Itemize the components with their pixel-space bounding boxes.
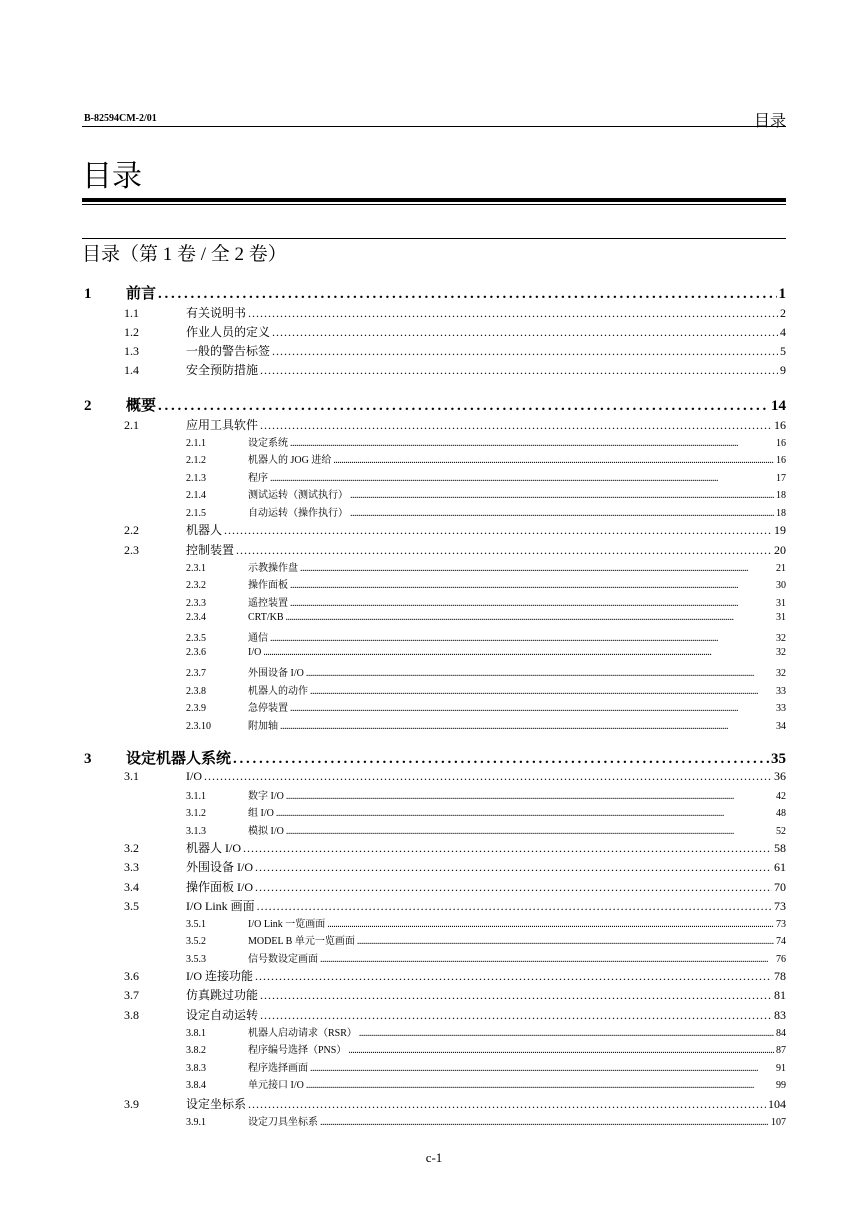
toc-entry[interactable] <box>0 747 786 768</box>
toc-entry-page: 91 <box>776 1063 786 1074</box>
toc-entry[interactable] <box>0 323 786 340</box>
toc-entry-label: I/O Link 画面 <box>186 899 255 913</box>
toc-entry[interactable] <box>0 1059 786 1074</box>
toc-dot-leader <box>272 344 778 359</box>
toc-entry-label: 程序 <box>248 473 268 484</box>
toc-entry-label: MODEL B 单元一览画面 <box>248 936 355 947</box>
toc-entry[interactable] <box>0 304 786 321</box>
toc-dot-leader <box>310 1063 774 1074</box>
toc-dot-leader <box>260 1008 772 1023</box>
toc-entry[interactable] <box>0 1095 786 1112</box>
toc-dot-leader <box>348 1045 774 1056</box>
toc-entry-page: 33 <box>776 686 786 697</box>
toc-dot-leader <box>243 841 772 856</box>
toc-entry-label: 有关说明书 <box>186 306 247 320</box>
toc-entry-page: 73 <box>774 899 786 913</box>
toc-entry[interactable] <box>0 717 786 732</box>
toc-entry-number: 2.3.3 <box>186 598 206 609</box>
toc-entry-page: 20 <box>774 543 786 557</box>
toc-dot-leader <box>290 580 774 591</box>
toc-entry[interactable] <box>0 342 786 359</box>
toc-entry-number: 2.1.2 <box>186 455 206 466</box>
toc-dot-leader <box>270 633 774 644</box>
toc-entry-label: 通信 <box>248 633 268 644</box>
toc-entry-label: 示教操作盘 <box>248 563 298 574</box>
header-section-title: 目录 <box>753 113 786 130</box>
toc-entry[interactable] <box>0 986 786 1003</box>
toc-entry-number: 3.5 <box>124 899 139 913</box>
toc-entry-label: 数字 I/O <box>248 791 284 802</box>
toc-entry-page: 14 <box>771 398 786 414</box>
toc-entry-label: 机器人 I/O <box>186 841 241 855</box>
toc-entry[interactable] <box>0 594 786 609</box>
toc-entry-label: 安全预防措施 <box>186 363 259 377</box>
volume-title: 目录（第 1 卷 / 全 2 卷） <box>82 244 287 265</box>
toc-entry-number: 2.3 <box>124 543 139 557</box>
toc-entry-label: 外围设备 I/O <box>186 860 253 874</box>
toc-dot-leader <box>290 703 774 714</box>
toc-entry[interactable] <box>0 769 786 784</box>
toc-entry-number: 1.2 <box>124 325 139 339</box>
toc-entry[interactable] <box>0 915 786 930</box>
toc-entry-page: 52 <box>776 826 786 837</box>
toc-dot-leader <box>333 455 774 466</box>
toc-entry-number: 3 <box>84 751 92 767</box>
toc-entry[interactable] <box>0 787 786 802</box>
toc-entry-number: 3.1.1 <box>186 791 206 802</box>
toc-entry[interactable] <box>0 699 786 714</box>
toc-entry[interactable] <box>0 1024 786 1039</box>
toc-entry-label: 自动运转（操作执行） <box>248 508 348 519</box>
toc-entry-page: 1 <box>778 286 786 302</box>
toc-entry-number: 3.8.2 <box>186 1045 206 1056</box>
toc-entry-number: 3.4 <box>124 880 139 894</box>
document-code: B-82594CM-2/01 <box>84 113 157 124</box>
toc-entry-number: 2.3.6 <box>186 647 206 658</box>
toc-entry-number: 2.3.1 <box>186 563 206 574</box>
toc-dot-leader <box>260 363 778 378</box>
toc-entry-number: 2.1.3 <box>186 473 206 484</box>
toc-entry[interactable] <box>0 858 786 875</box>
toc-entry-number: 3.8.4 <box>186 1080 206 1091</box>
toc-entry-page: 4 <box>780 325 786 339</box>
toc-entry[interactable] <box>0 451 786 466</box>
toc-entry-number: 2.3.10 <box>186 721 211 732</box>
toc-entry-label: 操作面板 I/O <box>186 880 253 894</box>
title-rule-thin <box>82 204 786 205</box>
toc-entry-page: 18 <box>776 490 786 501</box>
toc-dot-leader <box>263 647 774 658</box>
toc-entry-number: 3.9.1 <box>186 1117 206 1128</box>
toc-entry[interactable] <box>0 950 786 965</box>
toc-entry[interactable] <box>0 664 786 679</box>
toc-entry-number: 2.3.7 <box>186 668 206 679</box>
toc-entry-number: 1.3 <box>124 344 139 358</box>
toc-entry-label: 单元接口 I/O <box>248 1080 304 1091</box>
toc-entry[interactable] <box>0 1076 786 1091</box>
toc-dot-leader <box>260 988 772 1003</box>
toc-entry-page: 9 <box>780 363 786 377</box>
toc-entry-page: 36 <box>774 769 786 783</box>
toc-entry-page: 58 <box>774 841 786 855</box>
toc-dot-leader <box>158 286 776 303</box>
toc-dot-leader <box>320 954 774 965</box>
toc-dot-leader <box>233 751 769 768</box>
toc-entry-page: 18 <box>776 508 786 519</box>
page-title: 目录 <box>82 160 142 193</box>
toc-entry-page: 34 <box>776 721 786 732</box>
toc-entry-page: 33 <box>776 703 786 714</box>
toc-entry-page: 74 <box>776 936 786 947</box>
toc-entry-number: 2.3.5 <box>186 633 206 644</box>
toc-entry-page: 70 <box>774 880 786 894</box>
toc-entry-page: 84 <box>776 1028 786 1039</box>
toc-dot-leader <box>236 543 772 558</box>
toc-entry[interactable] <box>0 967 786 984</box>
toc-entry-number: 2.3.4 <box>186 612 206 623</box>
toc-entry-number: 3.1.3 <box>186 826 206 837</box>
toc-entry-page: 107 <box>771 1117 786 1128</box>
toc-entry[interactable] <box>0 504 786 519</box>
toc-entry[interactable] <box>0 541 786 558</box>
toc-entry-page: 17 <box>776 473 786 484</box>
toc-entry-page: 31 <box>776 612 786 623</box>
toc-entry-page: 73 <box>776 919 786 930</box>
toc-entry-page: 32 <box>776 668 786 679</box>
toc-entry-page: 2 <box>780 306 786 320</box>
toc-entry-page: 35 <box>771 751 786 767</box>
toc-dot-leader <box>286 826 774 837</box>
page-number: c-1 <box>425 1150 443 1165</box>
toc-dot-leader <box>158 398 769 415</box>
toc-entry-label: 前言 <box>126 286 157 302</box>
toc-entry-number: 3.5.1 <box>186 919 206 930</box>
toc-entry-label: 外围设备 I/O <box>248 668 304 679</box>
toc-entry[interactable] <box>0 1113 786 1128</box>
toc-entry-page: 42 <box>776 791 786 802</box>
toc-entry-label: 信号数设定画面 <box>248 954 318 965</box>
toc-entry-label: 附加轴 <box>248 721 278 732</box>
toc-entry-number: 2.1.4 <box>186 490 206 501</box>
toc-entry-label: 控制装置 <box>186 543 235 557</box>
toc-entry-label: 应用工具软件 <box>186 418 259 432</box>
toc-entry[interactable] <box>0 804 786 819</box>
toc-dot-leader <box>257 899 772 914</box>
toc-dot-leader <box>327 919 774 930</box>
toc-dot-leader <box>286 791 774 802</box>
toc-entry-label: 组 I/O <box>248 808 274 819</box>
toc-dot-leader <box>248 1097 766 1112</box>
toc-entry[interactable] <box>0 394 786 415</box>
toc-entry-number: 2.3.2 <box>186 580 206 591</box>
toc-dot-leader <box>306 668 774 679</box>
toc-entry-label: I/O <box>248 647 262 658</box>
toc-entry-label: I/O <box>186 769 202 783</box>
toc-dot-leader <box>350 490 774 501</box>
toc-entry-label: I/O 连接功能 <box>186 969 253 983</box>
toc-entry-page: 83 <box>774 1008 786 1022</box>
toc-entry[interactable] <box>0 416 786 433</box>
toc-entry-number: 2.1.1 <box>186 438 206 449</box>
toc-entry-label: 设定刀具坐标系 <box>248 1117 318 1128</box>
toc-entry-number: 3.1.2 <box>186 808 206 819</box>
toc-entry-label: 设定机器人系统 <box>126 751 232 767</box>
toc-entry-number: 3.3 <box>124 860 139 874</box>
toc-entry-label: 模拟 I/O <box>248 826 284 837</box>
toc-entry-page: 31 <box>776 598 786 609</box>
toc-entry-number: 3.6 <box>124 969 139 983</box>
toc-dot-leader <box>359 1028 774 1039</box>
toc-entry-label: 仿真跳过功能 <box>186 988 259 1002</box>
toc-entry-label: I/O Link 一览画面 <box>248 919 326 930</box>
toc-entry[interactable] <box>0 647 786 658</box>
toc-dot-leader <box>306 1080 774 1091</box>
toc-entry-label: 设定自动运转 <box>186 1008 259 1022</box>
toc-entry[interactable] <box>0 1041 786 1056</box>
toc-dot-leader <box>290 598 774 609</box>
toc-dot-leader <box>260 418 772 433</box>
toc-dot-leader <box>310 686 774 697</box>
toc-entry-page: 19 <box>774 523 786 537</box>
toc-entry[interactable] <box>0 521 786 538</box>
toc-dot-leader <box>224 523 772 538</box>
toc-dot-leader <box>276 808 774 819</box>
toc-entry[interactable] <box>0 282 786 303</box>
toc-dot-leader <box>248 306 778 321</box>
toc-entry-number: 1 <box>84 286 92 302</box>
toc-entry-number: 1.4 <box>124 363 139 377</box>
toc-entry-number: 2.2 <box>124 523 139 537</box>
toc-entry[interactable] <box>0 822 786 837</box>
toc-entry-label: 程序选择画面 <box>248 1063 308 1074</box>
toc-dot-leader <box>286 612 774 623</box>
toc-entry-page: 61 <box>774 860 786 874</box>
toc-entry-label: 机器人的 JOG 进给 <box>248 455 332 466</box>
toc-entry-page: 99 <box>776 1080 786 1091</box>
toc-entry-number: 2 <box>84 398 92 414</box>
toc-dot-leader <box>357 936 774 947</box>
toc-entry[interactable] <box>0 612 786 623</box>
toc-dot-leader <box>320 1117 769 1128</box>
toc-entry[interactable] <box>0 576 786 591</box>
toc-entry-page: 76 <box>776 954 786 965</box>
toc-entry-page: 104 <box>768 1097 786 1111</box>
toc-entry-label: 机器人的动作 <box>248 686 308 697</box>
toc-entry-number: 2.1.5 <box>186 508 206 519</box>
title-rule-thick <box>82 198 786 202</box>
toc-entry[interactable] <box>0 559 786 574</box>
toc-dot-leader <box>280 721 774 732</box>
toc-entry-label: CRT/KB <box>248 612 284 623</box>
toc-entry-page: 32 <box>776 647 786 658</box>
toc-entry-label: 操作面板 <box>248 580 288 591</box>
toc-entry-page: 78 <box>774 969 786 983</box>
toc-entry-number: 3.5.3 <box>186 954 206 965</box>
toc-entry-number: 1.1 <box>124 306 139 320</box>
toc-entry[interactable] <box>0 932 786 947</box>
toc-entry-number: 2.3.8 <box>186 686 206 697</box>
toc-dot-leader <box>300 563 774 574</box>
toc-entry-number: 3.1 <box>124 769 139 783</box>
toc-entry-number: 3.8 <box>124 1008 139 1022</box>
toc-entry[interactable] <box>0 434 786 449</box>
toc-entry[interactable] <box>0 878 786 895</box>
toc-entry-number: 3.7 <box>124 988 139 1002</box>
toc-entry-label: 作业人员的定义 <box>186 325 271 339</box>
toc-entry-label: 程序编号选择（PNS） <box>248 1045 347 1056</box>
toc-entry-page: 5 <box>780 344 786 358</box>
toc-entry-page: 81 <box>774 988 786 1002</box>
toc-entry-page: 30 <box>776 580 786 591</box>
toc-entry[interactable] <box>0 629 786 644</box>
toc-entry-label: 机器人 <box>186 523 223 537</box>
toc-dot-leader <box>290 438 774 449</box>
toc-entry-page: 32 <box>776 633 786 644</box>
toc-dot-leader <box>255 880 772 895</box>
toc-entry-label: 机器人启动请求（RSR） <box>248 1028 357 1039</box>
toc-entry[interactable] <box>0 361 786 378</box>
toc-entry-number: 3.8.1 <box>186 1028 206 1039</box>
toc-entry-label: 测试运转（测试执行） <box>248 490 348 501</box>
toc-entry-label: 急停装置 <box>248 703 288 714</box>
toc-entry-label: 设定坐标系 <box>186 1097 247 1111</box>
toc-entry[interactable] <box>0 839 786 856</box>
toc-dot-leader <box>272 325 778 340</box>
toc-dot-leader <box>204 769 772 784</box>
toc-entry-number: 3.5.2 <box>186 936 206 947</box>
toc-entry-number: 3.2 <box>124 841 139 855</box>
toc-entry-number: 3.9 <box>124 1097 139 1111</box>
toc-entry-page: 87 <box>776 1045 786 1056</box>
toc-entry-label: 设定系统 <box>248 438 288 449</box>
toc-entry-number: 3.8.3 <box>186 1063 206 1074</box>
toc-entry-label: 一般的警告标签 <box>186 344 271 358</box>
toc-entry-page: 21 <box>776 563 786 574</box>
toc-entry[interactable] <box>0 682 786 697</box>
toc-entry[interactable] <box>0 486 786 501</box>
toc-entry[interactable] <box>0 1006 786 1023</box>
toc-entry[interactable] <box>0 897 786 914</box>
toc-entry-label: 遥控装置 <box>248 598 288 609</box>
header-rule <box>82 126 786 127</box>
volume-rule <box>82 238 786 239</box>
toc-entry-label: 概要 <box>126 398 157 414</box>
toc-dot-leader <box>350 508 774 519</box>
toc-entry[interactable] <box>0 469 786 484</box>
toc-dot-leader <box>270 473 774 484</box>
toc-entry-page: 16 <box>776 455 786 466</box>
toc-entry-page: 16 <box>776 438 786 449</box>
toc-entry-page: 16 <box>774 418 786 432</box>
toc-entry-page: 48 <box>776 808 786 819</box>
toc-entry-number: 2.3.9 <box>186 703 206 714</box>
toc-entry-number: 2.1 <box>124 418 139 432</box>
toc-dot-leader <box>255 860 772 875</box>
toc-dot-leader <box>255 969 772 984</box>
